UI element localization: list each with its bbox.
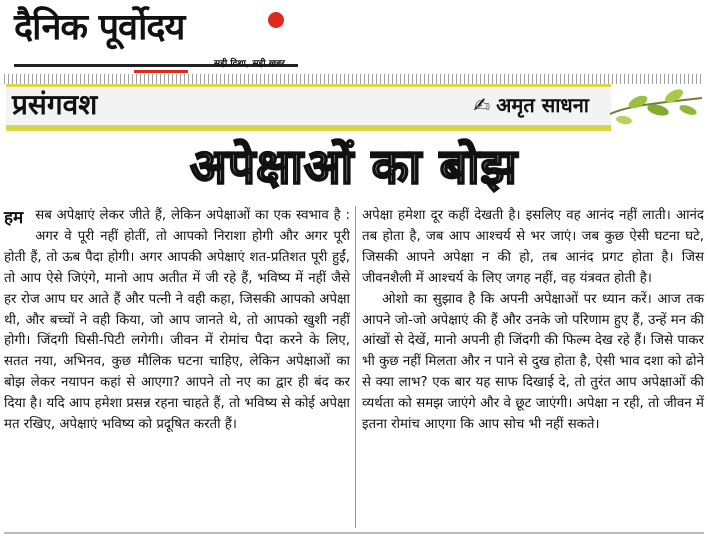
column-divider (355, 206, 356, 528)
leaves-decoration-icon (608, 80, 704, 130)
newspaper-tagline: सही दिशा, सही खबर (214, 59, 285, 69)
bottom-rule (4, 532, 704, 534)
masthead-red-bar (134, 70, 188, 73)
article-headline: अपेक्षाओं का बोझ (190, 139, 518, 195)
article-paragraph-2: अपेक्षा हमेशा दूर कहीं देखती है। इसलिए वह आनंद नहीं लाती। आनंद तब होता है, जब आप आश्चर्य से भर जाएं। जब कुछ ऐसी घटना घटे, जिसकी आपने अपेक्षा न की हो, तब आनंद प्रगट होता है। जिस जीवनशैली में आश्चर्य के लिए जगह नहीं, वह यंत्रवत होती है। (362, 208, 704, 286)
author-byline (473, 87, 589, 123)
article-paragraph-1: सब अपेक्षाएं लेकर जीते हैं, लेकिन अपेक्षाओं का एक स्वभाव है : अगर वे पूरी नहीं होतीं, तो आपको निराशा होगी और अगर पूरी होती हैं, तो ऊब पैदा होगी। अगर आपकी अपेक्षाएं शत-प्रतिशत पूरी हुईं, तो आप ऐसे जिएंगे, मानो आप अतीत में जी रहे हैं, भविष्य में नहीं जैसे हर रोज आप घर आते हैं और पत्नी ने वही कहा, जिसकी आपको अपेक्षा थी, और बच्चों ने वही किया, जो आप जानते थे, तो आपको खुशी नहीं होगी। जिंदगी घिसी-पिटी लगेगी। जीवन में रोमांच पैदा करने के लिए, सतत नया, अभिनव, कुछ मौलिक घटना चाहिए, लेकिन अपेक्षाओं का बोझ लेकर नयापन कहां से आएगा? आपने तो नए का द्वार ही बंद कर दिया है। यदि आप हमेशा प्रसन्न रहना चाहते हैं, तो भविष्य से कोई अपेक्षा मत रखिए, अपेक्षाएं भविष्य को प्रदूषित करती हैं। (4, 208, 350, 433)
article-dropcap: हम (4, 208, 24, 228)
article-column-2 (362, 206, 704, 436)
article-paragraph-3: ओशो का सुझाव है कि अपनी अपेक्षाओं पर ध्यान करें। आज तक आपने जो-जो अपेक्षाएं की हैं और उनके जो परिणाम हुए हैं, उन्हें मन की आंखों से देखें, मानो अपनी ही जिंदगी की फिल्म देख रहे हैं। जिसे पाकर भी कुछ नहीं मिलता और न पाने से दुख होता है, ऐसी भाव दशा को ढोने से क्या लाभ? एक बार यह साफ दिखाई दे, तो तुरंत आप अपेक्षाओं की व्यर्थता को समझ जाएंगे और वे छूट जाएंगी। अपेक्षा न रही, तो जीवन में इतना रोमांच आएगा कि आप सोच भी नहीं सकते। (362, 291, 704, 433)
author-name: अमृत साधना (496, 93, 589, 117)
masthead-red-dot (268, 12, 284, 28)
section-band (6, 84, 611, 131)
article-column-1 (4, 206, 350, 436)
hatched-divider (4, 74, 704, 84)
section-label: प्रसंगवश (12, 88, 98, 121)
newspaper-name: दैनिक पूर्वोदय (14, 7, 185, 48)
pen-icon: ✍ (473, 93, 491, 117)
newspaper-masthead (14, 4, 314, 70)
